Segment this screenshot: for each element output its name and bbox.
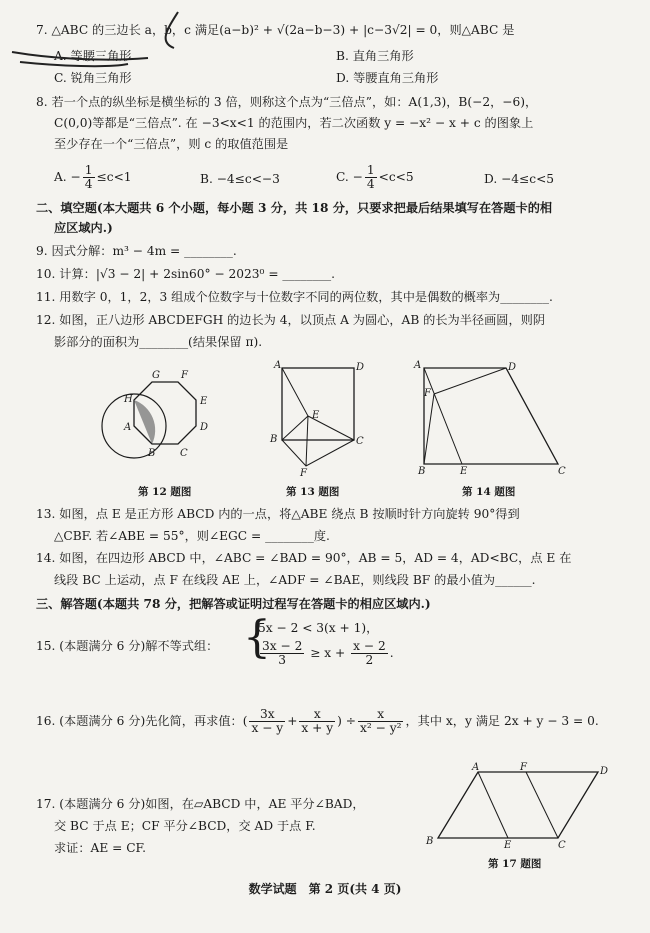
section2-heading: 二、填空题(本大题共 6 个小题，每小题 3 分，共 18 分，只要求把最后结果填写在答题卡的相 [36,201,553,215]
fig13-label-c: C [356,436,364,447]
q15-stem: 15. (本题满分 6 分)解不等式组： [36,639,219,653]
fig12-label-d: D [200,422,209,433]
figure-14 [410,360,580,476]
q7-option-a: A. 等腰三角形 [54,49,132,63]
q13-line2: △CBF. 若∠ABE = 55°，则∠EGC = ________度. [54,529,330,543]
quadrilateral-abcd [424,368,558,464]
fig14-label-d: D [508,362,517,373]
fig12-label-g: G [152,370,160,381]
q13-line1: 13. 如图，点 E 是正方形 ABCD 内的一点，将△ABE 绕点 B 按顺时针方向旋转 90°得到 [36,507,520,521]
figure-12 [96,368,236,480]
q14-line1: 14. 如图，在四边形 ABCD 中，∠ABC = ∠BAD = 90°，AB = 5，AD = 4，AD<BC，点 E 在 [36,551,572,565]
fig13-label-a: A [274,360,282,371]
q8-line2: C(0,0)等都是“三倍点”. 在 −3<x<1 的范围内，若二次函数 y = −x² − x + c 的图象上 [54,116,534,130]
q8-line3: 至少存在一个“三倍点”，则 c 的取值范围是 [54,137,289,151]
fig13-label-d: D [356,362,365,373]
fig14-label-b: B [418,466,426,476]
q7-option-b: B. 直角三角形 [336,49,414,63]
fig12-label-h: H [124,394,133,405]
fig14-label-a: A [414,360,422,371]
fig12-label-c: C [180,448,188,459]
figure-17 [420,760,616,850]
q8-line1: 8. 若一个点的纵坐标是横坐标的 3 倍，则称这个点为“三倍点”，如：A(1,3)，B(−2，−6)， [36,95,538,109]
fig17-label-d: D [600,766,609,777]
q7-option-c: C. 锐角三角形 [54,71,132,85]
q10: 10. 计算：|√3 − 2| + 2sin60° − 2023⁰ = ________. [36,267,336,281]
q7-stem: 7. △ABC 的三边长 a，b，c 满足(a−b)² + √(2a−b−3) + |c−3√2| = 0，则△ABC 是 [36,23,515,37]
q17-line1: 17. (本题满分 6 分)如图，在▱ABCD 中，AE 平分∠BAD， [36,797,365,811]
q8-option-b: B. −4≤c<−3 [200,172,280,186]
fig17-label-e: E [504,840,512,850]
square-abcd [282,368,354,440]
figure-13 [268,360,368,480]
q14-line2: 线段 BC 上运动，点 F 在线段 AE 上，∠ADF = ∠BAE，则线段 BF 的最小值为______. [54,573,536,587]
q15-inequality-2: $\frac{3x - 2}{3}$ ≥ x + $\frac{x - 2}{2}$ . [262,639,394,667]
q8-option-d: D. −4≤c<5 [484,172,555,186]
parallelogram-abcd [438,772,598,838]
section3-heading: 三、解答题(本题共 78 分，把解答或证明过程写在答题卡的相应区域内.) [36,597,431,611]
q8-option-a: A. − $\frac{1}{4}$ ≤c<1 [54,163,132,191]
fig17-label-c: C [558,840,566,850]
section2-heading-cont: 应区域内.) [54,221,113,235]
pen-scribble [8,8,198,68]
q15-brace: { [243,612,271,663]
figure-13-caption: 第 13 题图 [286,486,340,498]
fig13-label-f: F [300,468,307,479]
fig17-label-b: B [426,836,434,847]
q16: 16. (本题满分 6 分)先化简，再求值：( $\frac{3x}{x - y}$ + $\frac{x}{x + y}$ ) ÷ $\frac{x}{\text{x² − y²}}$ ，其中 x，y 满足 2x + y − 3 = 0. [36,707,599,735]
fig12-label-a: A [124,422,132,433]
fig17-label-a: A [472,762,480,773]
fig17-label-f: F [520,762,527,773]
q7-option-d: D. 等腰直角三角形 [336,71,439,85]
page-footer: 数学试题 第 2 页(共 4 页) [248,882,402,896]
figure-14-caption: 第 14 题图 [462,486,516,498]
q9: 9. 因式分解：m³ − 4m = ________. [36,244,237,258]
fig14-label-f: F [424,388,431,399]
fig13-label-b: B [270,434,278,445]
q17-line2: 交 BC 于点 E；CF 平分∠BCD，交 AD 于点 F. [54,819,316,833]
fig12-label-b: B [148,448,156,459]
fig12-label-e: E [200,396,208,407]
fig12-label-f: F [181,370,188,381]
fig13-label-e: E [312,410,320,421]
q11: 11. 用数字 0，1，2，3 组成个位数字与十位数字不同的两位数，其中是偶数的概率为________. [36,290,553,304]
figure-12-caption: 第 12 题图 [138,486,192,498]
q12-line2: 影部分的面积为________(结果保留 π). [54,335,263,349]
q17-line3: 求证：AE = CF. [54,841,146,855]
fig14-label-e: E [460,466,468,476]
q12-line1: 12. 如图，正八边形 ABCDEFGH 的边长为 4，以顶点 A 为圆心，AB 的长为半径画圆，则阴 [36,313,546,327]
q8-option-c: C. − $\frac{1}{4}$ <c<5 [336,163,414,191]
q15-inequality-1: 5x − 2 < 3(x + 1)， [258,621,379,635]
figure-17-caption: 第 17 题图 [488,858,542,870]
fig14-label-c: C [558,466,566,476]
